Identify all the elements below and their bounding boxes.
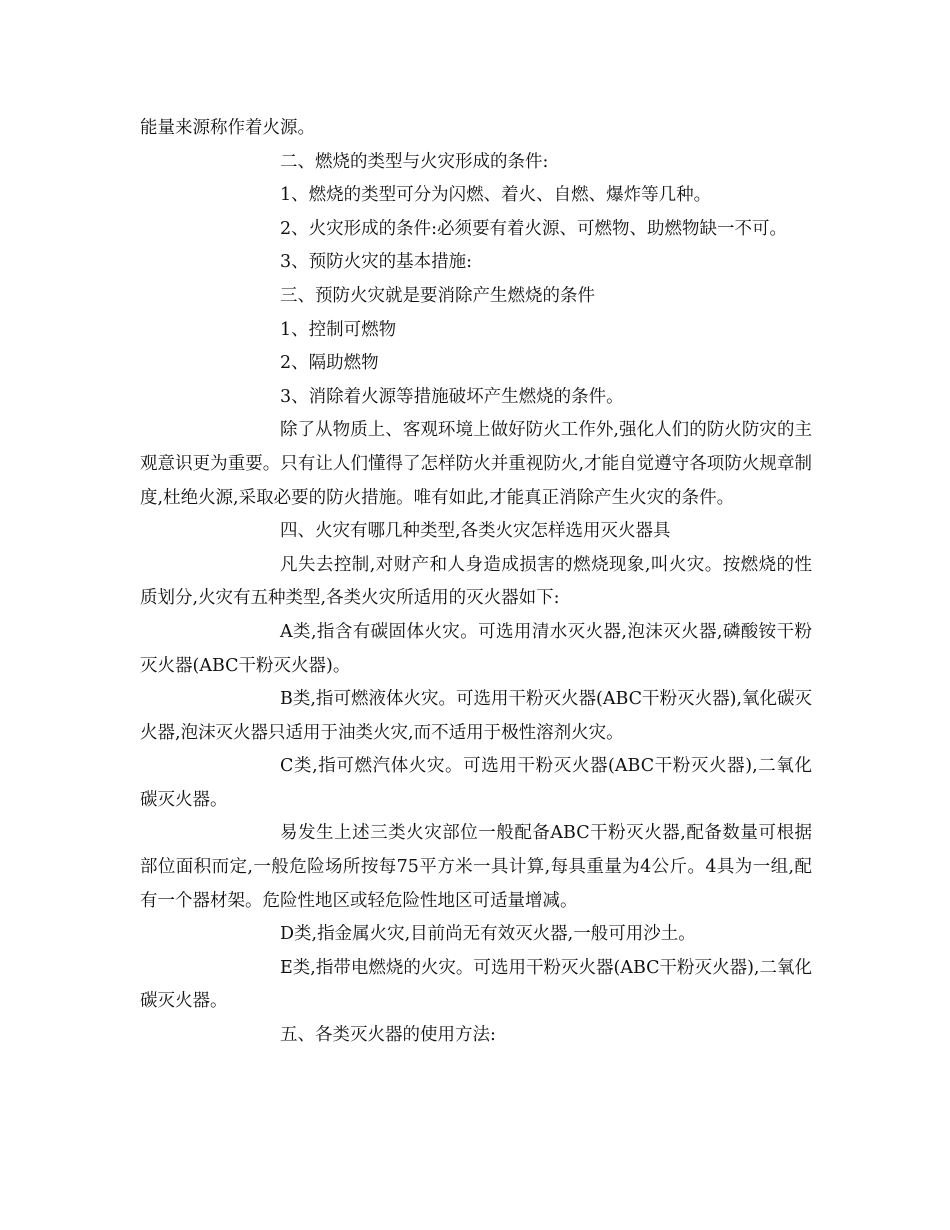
section-heading-4: 四、火灾有哪几种类型,各类火灾怎样选用灭火器具 <box>280 521 671 542</box>
body-paragraph: 除了从物质上、客观环境上做好防火工作外,强化人们的防火防灾的主观意识更为重要。只有让人们懂得了怎样防火并重视防火,才能自觉遵守各项防火规章制度,杜绝火源,采取必要的防火措施。唯有如此,才能真正消除产生火灾的条件。 <box>140 420 812 508</box>
fire-class-c: C类,指可燃汽体火灾。可选用干粉灭火器(ABC干粉灭火器),二氧化碳灭火器。 <box>140 756 812 810</box>
paragraph-continuation: 能量来源称作着火源。 <box>140 118 315 138</box>
document-body <box>140 112 812 1053</box>
section-heading-2: 二、燃烧的类型与火灾形成的条件: <box>280 151 549 172</box>
fire-class-e: E类,指带电燃烧的火灾。可选用干粉灭火器(ABC干粉灭火器),二氧化碳灭火器。 <box>140 957 812 1012</box>
list-item: 1、燃烧的类型可分为闪燃、着火、自燃、爆炸等几种。 <box>280 185 712 206</box>
list-item: 3、预防火灾的基本措施: <box>280 252 473 273</box>
section-heading-3: 三、预防火灾就是要消除产生燃烧的条件 <box>280 285 595 306</box>
list-item: 3、消除着火源等措施破坏产生燃烧的条件。 <box>280 386 624 407</box>
section-heading-5: 五、各类灭火器的使用方法: <box>280 1025 496 1046</box>
list-item: 2、隔助燃物 <box>280 353 379 374</box>
body-paragraph: 易发生上述三类火灾部位一般配备ABC干粉灭火器,配备数量可根据部位面积而定,一般危险场所按每75平方米一具计算,每具重量为4公斤。4具为一组,配有一个器材架。危险性地区或轻危险性地区可适量增减。 <box>140 823 812 911</box>
list-item: 2、火灾形成的条件:必须要有着火源、可燃物、助燃物缺一不可。 <box>280 218 788 239</box>
fire-class-a: A类,指含有碳固体火灾。可选用清水灭火器,泡沫灭火器,磷酸铵干粉灭火器(ABC干粉灭火器)。 <box>140 621 812 676</box>
fire-class-d: D类,指金属火灾,目前尚无有效灭火器,一般可用沙土。 <box>280 924 696 945</box>
list-item: 1、控制可燃物 <box>280 319 397 340</box>
fire-class-b: B类,指可燃液体火灾。可选用干粉灭火器(ABC干粉灭火器),氧化碳灭火器,泡沫灭火器只适用于油类火灾,而不适用于极性溶剂火灾。 <box>140 689 812 743</box>
body-paragraph: 凡失去控制,对财产和人身造成损害的燃烧现象,叫火灾。按燃烧的性质划分,火灾有五种类型,各类火灾所适用的灭火器如下: <box>140 554 812 609</box>
